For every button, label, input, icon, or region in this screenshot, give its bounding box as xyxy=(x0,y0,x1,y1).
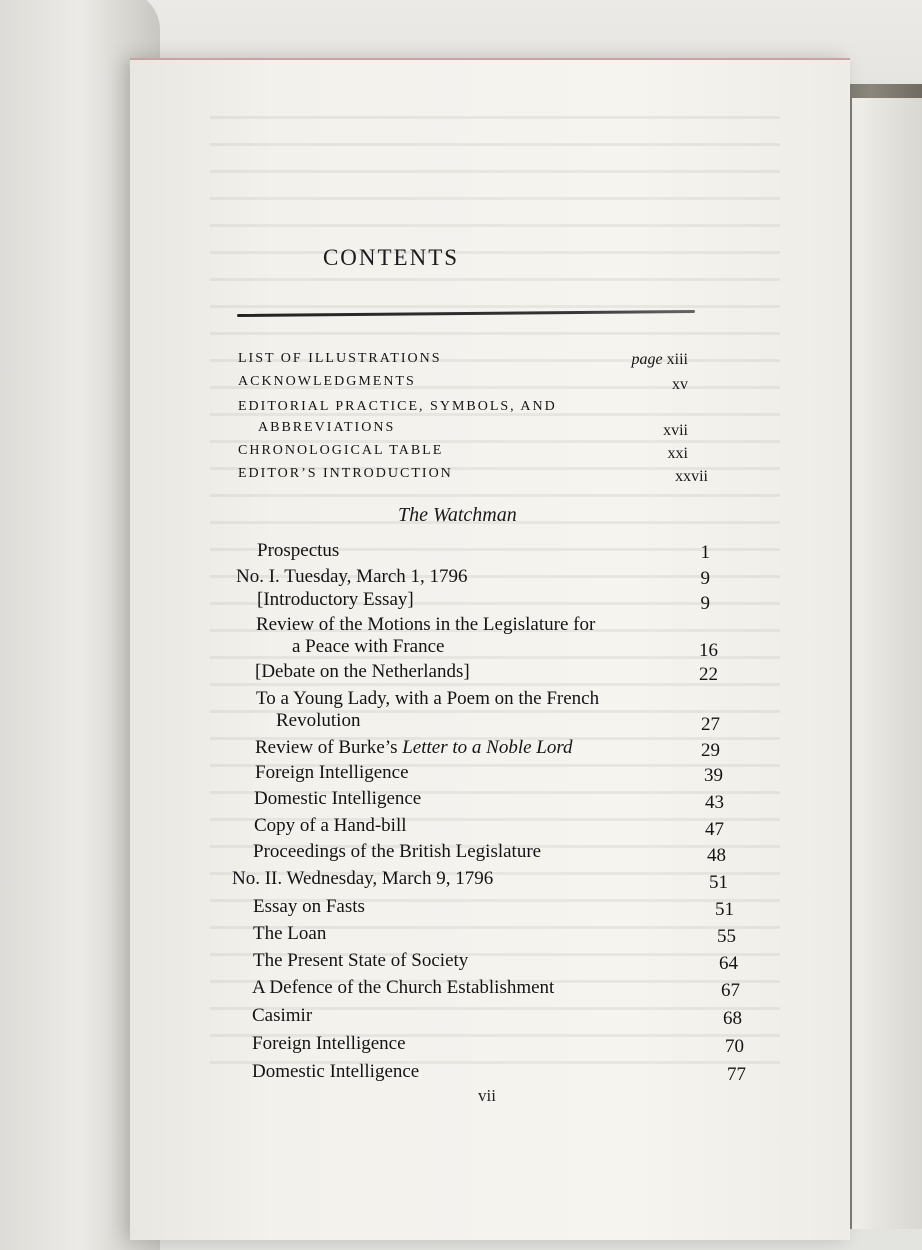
toc-entry: Copy of a Hand-bill xyxy=(254,815,407,836)
page-folio: vii xyxy=(478,1086,496,1105)
toc-page: 64 xyxy=(719,953,738,974)
front-matter-row xyxy=(238,420,688,439)
toc-entry-italic-title: Letter to a Noble Lord xyxy=(402,737,573,758)
toc-entry xyxy=(255,737,573,759)
toc-entry: The Loan xyxy=(253,923,327,944)
toc-entry: Domestic Intelligence xyxy=(254,788,422,809)
front-matter-label: ABBREVIATIONS xyxy=(258,420,396,435)
front-matter-row xyxy=(238,351,688,367)
toc-page: 51 xyxy=(709,872,728,893)
toc-entry: Domestic Intelligence xyxy=(252,1061,420,1082)
toc-entry: The Present State of Society xyxy=(253,950,469,971)
toc-page: 27 xyxy=(701,714,720,735)
toc-entry: Casimir xyxy=(252,1005,313,1026)
front-matter-row xyxy=(238,399,688,415)
front-matter-row xyxy=(238,374,688,393)
toc-page: 1 xyxy=(700,542,710,563)
front-matter-row xyxy=(238,443,688,462)
toc-entry: Proceedings of the British Legislature xyxy=(253,841,542,862)
toc-entry: Foreign Intelligence xyxy=(255,762,409,783)
front-matter-label: CHRONOLOGICAL TABLE xyxy=(238,443,444,458)
toc-page: 67 xyxy=(721,980,740,1001)
toc-entry: Prospectus xyxy=(257,540,340,561)
front-matter-label: EDITORIAL PRACTICE, SYMBOLS, AND xyxy=(238,399,557,414)
toc-page: 9 xyxy=(700,568,710,589)
toc-page: 47 xyxy=(705,819,724,840)
toc-page: 29 xyxy=(701,740,720,761)
toc-entry: [Introductory Essay] xyxy=(257,589,414,610)
front-matter-label: ACKNOWLEDGMENTS xyxy=(238,374,416,389)
toc-entry: [Debate on the Netherlands] xyxy=(255,661,470,682)
page-prefix: page xyxy=(631,351,663,368)
toc-entry: A Defence of the Church Establishment xyxy=(252,977,555,998)
front-matter-row xyxy=(238,466,708,485)
front-matter-page: xxvii xyxy=(675,468,708,485)
toc-entry: Foreign Intelligence xyxy=(252,1033,406,1054)
page-number: xiii xyxy=(666,351,688,368)
page-title: CONTENTS xyxy=(322,245,460,270)
toc-page: 77 xyxy=(727,1064,746,1085)
toc-entry: Essay on Fasts xyxy=(253,896,365,917)
front-matter-label: LIST OF ILLUSTRATIONS xyxy=(238,351,442,366)
toc-page: 39 xyxy=(704,765,723,786)
page-stack-edge xyxy=(852,98,922,1229)
front-matter-page: xvii xyxy=(663,422,688,439)
front-matter-page: xv xyxy=(672,376,688,393)
toc-entry: No. I. Tuesday, March 1, 1796 xyxy=(236,566,468,587)
front-matter-label: EDITOR’S INTRODUCTION xyxy=(238,466,453,481)
toc-entry: No. II. Wednesday, March 9, 1796 xyxy=(232,868,494,889)
toc-entry: Review of the Motions in the Legislature for xyxy=(256,614,596,635)
toc-page: 55 xyxy=(717,926,736,947)
front-matter-page: xxi xyxy=(667,445,688,462)
toc-page: 48 xyxy=(707,845,726,866)
front-matter-page xyxy=(632,351,688,369)
toc-page: 70 xyxy=(725,1036,744,1057)
toc-entry: To a Young Lady, with a Poem on the French xyxy=(256,688,600,709)
toc-page: 51 xyxy=(715,899,734,920)
section-heading: The Watchman xyxy=(398,504,517,526)
toc-page: 22 xyxy=(699,664,718,685)
toc-page: 9 xyxy=(700,593,710,614)
toc-entry: a Peace with France xyxy=(292,636,445,657)
toc-page: 16 xyxy=(699,640,718,661)
toc-page: 43 xyxy=(705,792,724,813)
toc-page: 68 xyxy=(723,1008,742,1029)
toc-entry: Revolution xyxy=(276,710,361,731)
toc-entry-text: Review of Burke’s xyxy=(255,737,398,758)
